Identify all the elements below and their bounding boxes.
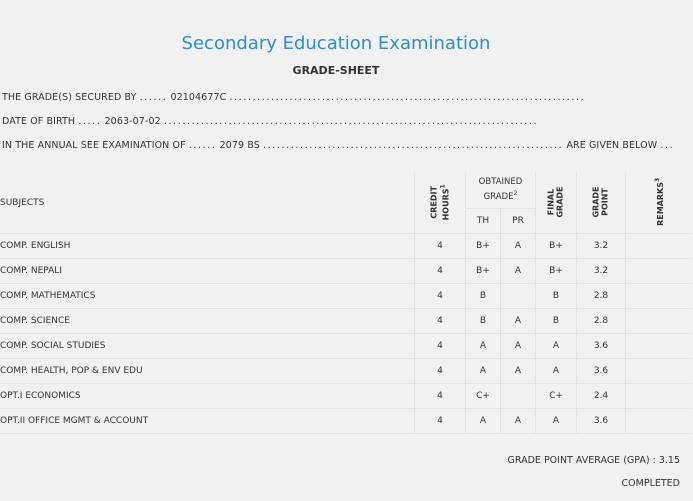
credit-cell: 4: [415, 359, 466, 384]
header-pr: PR: [501, 209, 536, 234]
final-cell: B: [536, 284, 577, 309]
grade-point-line2: POINT: [601, 188, 610, 216]
header-remarks: [626, 172, 693, 234]
status-text: COMPLETED: [621, 478, 680, 489]
remarks-cell: [626, 259, 693, 284]
credit-cell: 4: [415, 284, 466, 309]
pr-cell: [501, 284, 536, 309]
th-cell: B: [466, 284, 501, 309]
exam-line: IN THE ANNUAL SEE EXAMINATION OF ...... 2079 BS ................................................................. ARE GIVEN BELOW ...: [2, 140, 675, 151]
header-credit-hours: [415, 172, 466, 234]
subject-cell: COMP. HEALTH, POP & ENV EDU: [0, 359, 415, 384]
table-row: [0, 259, 692, 284]
subject-cell: COMP. SCIENCE: [0, 309, 415, 334]
gp-cell: 2.8: [577, 284, 626, 309]
exam-label: IN THE ANNUAL SEE EXAMINATION OF: [2, 140, 186, 151]
th-cell: A: [466, 334, 501, 359]
subject-cell: OPT.II OFFICE MGMT & ACCOUNT: [0, 409, 415, 434]
page-subtitle: GRADE-SHEET: [292, 64, 380, 77]
remarks-cell: [626, 284, 693, 309]
obtained-grade-line1: OBTAINED: [478, 177, 523, 188]
secured-by-line: THE GRADE(S) SECURED BY ...... 02104677C .............................................................................: [2, 92, 586, 103]
dob-line: DATE OF BIRTH ..... 2063-07-02 .................................................................................: [2, 116, 539, 127]
credit-cell: 4: [415, 309, 466, 334]
subject-cell: COMP. ENGLISH: [0, 234, 415, 259]
exam-suffix: ARE GIVEN BELOW: [566, 140, 658, 151]
obtained-grade-sup: 2: [513, 190, 518, 198]
credit-cell: 4: [415, 259, 466, 284]
remarks-cell: [626, 234, 693, 259]
final-cell: A: [536, 334, 577, 359]
table-row: [0, 334, 692, 359]
th-cell: A: [466, 409, 501, 434]
pr-cell: A: [501, 334, 536, 359]
header-th: TH: [466, 209, 501, 234]
credit-hours-line1: CREDIT: [429, 185, 439, 219]
final-cell: B+: [536, 234, 577, 259]
pr-cell: [501, 384, 536, 409]
remarks-cell: [626, 384, 693, 409]
pr-cell: A: [501, 259, 536, 284]
remarks-cell: [626, 309, 693, 334]
header-grade-point: [577, 172, 626, 234]
subject-cell: COMP. MATHEMATICS: [0, 284, 415, 309]
pr-cell: A: [501, 234, 536, 259]
header-obtained-grade: [466, 172, 536, 209]
subject-cell: COMP. NEPALI: [0, 259, 415, 284]
th-cell: A: [466, 359, 501, 384]
th-cell: B+: [466, 259, 501, 284]
gp-cell: 3.2: [577, 234, 626, 259]
gp-cell: 3.6: [577, 409, 626, 434]
dob-label: DATE OF BIRTH: [2, 116, 76, 127]
gp-cell: 2.4: [577, 384, 626, 409]
credit-cell: 4: [415, 234, 466, 259]
credit-cell: 4: [415, 409, 466, 434]
credit-cell: 4: [415, 384, 466, 409]
gp-cell: 2.8: [577, 309, 626, 334]
obtained-grade-line2: GRADE: [483, 191, 514, 202]
pr-cell: A: [501, 409, 536, 434]
final-cell: B: [536, 309, 577, 334]
final-cell: C+: [536, 384, 577, 409]
final-grade-line2: GRADE: [556, 186, 565, 218]
remarks-cell: [626, 359, 693, 384]
pr-cell: A: [501, 309, 536, 334]
grade-table: [0, 172, 692, 434]
remarks-label: REMARKS: [655, 182, 665, 227]
credit-hours-sup: 1: [439, 183, 447, 189]
table-row: [0, 309, 692, 334]
secured-by-label: THE GRADE(S) SECURED BY: [2, 92, 137, 103]
pr-cell: A: [501, 359, 536, 384]
th-cell: C+: [466, 384, 501, 409]
remarks-cell: [626, 409, 693, 434]
grade-point-line1: GRADE: [592, 186, 601, 218]
final-grade-line1: FINAL: [547, 188, 556, 216]
th-cell: B+: [466, 234, 501, 259]
exam-year: 2079 BS: [219, 140, 260, 151]
subject-cell: OPT.I ECONOMICS: [0, 384, 415, 409]
gp-cell: 3.6: [577, 359, 626, 384]
page-title: Secondary Education Examination: [181, 33, 491, 54]
gp-cell: 3.6: [577, 334, 626, 359]
subject-cell: COMP. SOCIAL STUDIES: [0, 334, 415, 359]
table-row: [0, 234, 692, 259]
final-cell: A: [536, 409, 577, 434]
dob-value: 2063-07-02: [104, 116, 161, 127]
credit-cell: 4: [415, 334, 466, 359]
header-row: [0, 172, 692, 209]
gpa-summary: GRADE POINT AVERAGE (GPA) : 3.15: [507, 455, 680, 466]
symbol-number: 02104677C: [170, 92, 227, 103]
remarks-sup: 3: [654, 177, 662, 183]
table-row: [0, 284, 692, 309]
table-row: [0, 384, 692, 409]
th-cell: B: [466, 309, 501, 334]
credit-hours-line2: HOURS: [441, 188, 451, 221]
table-row: [0, 409, 692, 434]
remarks-cell: [626, 334, 693, 359]
final-cell: B+: [536, 259, 577, 284]
header-subjects: SUBJECTS: [0, 172, 415, 234]
final-cell: A: [536, 359, 577, 384]
table-row: [0, 359, 692, 384]
gp-cell: 3.2: [577, 259, 626, 284]
header-final-grade: [536, 172, 577, 234]
